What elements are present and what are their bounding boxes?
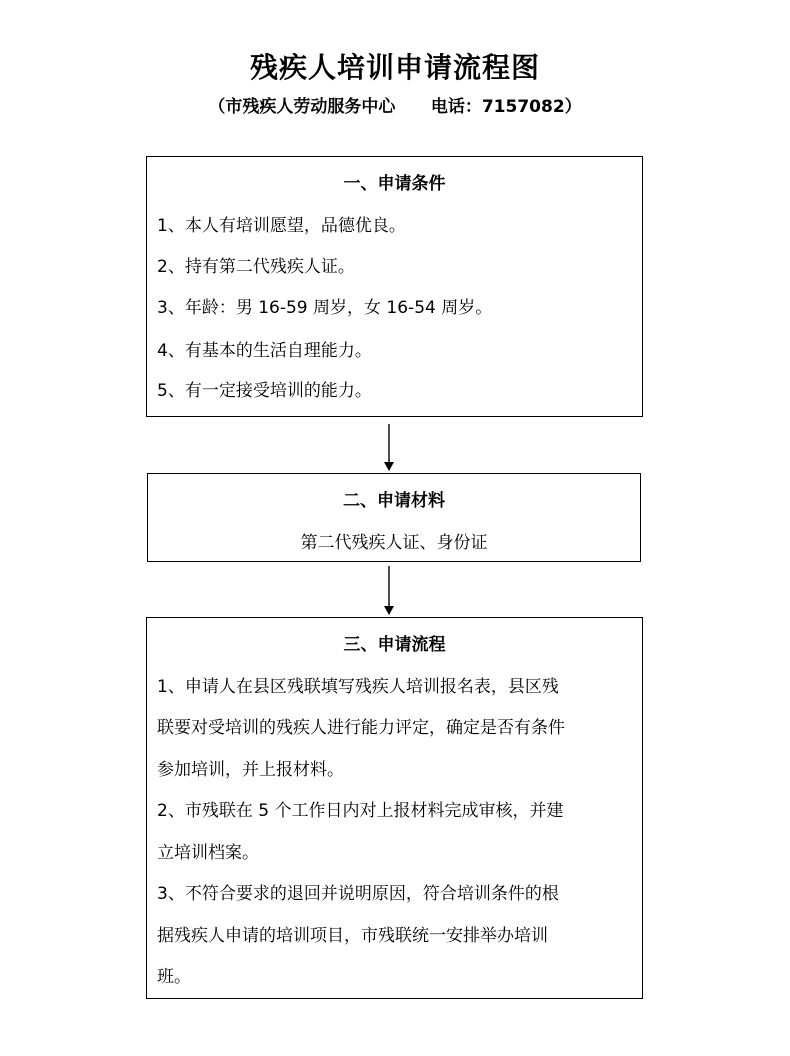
condition-item: 2、持有第二代残疾人证。 <box>157 257 355 277</box>
condition-item: 3、年龄：男 16-59 周岁，女 16-54 周岁。 <box>157 298 493 318</box>
process-text-line: 2、市残联在 5 个工作日内对上报材料完成审核，并建 <box>157 801 564 821</box>
condition-item: 5、有一定接受培训的能力。 <box>157 381 372 401</box>
application-process-box <box>146 617 643 999</box>
condition-item: 4、有基本的生活自理能力。 <box>157 341 372 361</box>
application-conditions-box <box>146 156 643 417</box>
section-heading: 二、申请材料 <box>343 491 445 511</box>
section-heading: 一、申请条件 <box>343 174 446 194</box>
process-text-line: 联要对受培训的残疾人进行能力评定，确定是否有条件 <box>157 718 565 738</box>
application-materials-box <box>147 473 641 562</box>
materials-text: 第二代残疾人证、身份证 <box>300 533 488 553</box>
page-title: 残疾人培训申请流程图 <box>249 51 540 84</box>
process-text-line: 班。 <box>157 967 191 987</box>
flow-arrow-down <box>383 424 395 472</box>
process-text-line: 参加培训，并上报材料。 <box>157 760 344 780</box>
condition-item: 1、本人有培训愿望，品德优良。 <box>157 216 406 236</box>
section-heading: 三、申请流程 <box>343 635 446 655</box>
process-text-line: 据残疾人申请的培训项目，市残联统一安排举办培训 <box>157 926 548 946</box>
process-text-line: 3、不符合要求的退回并说明原因，符合培训条件的根 <box>157 884 559 904</box>
page-subtitle: （市残疾人劳动服务中心 电话：7157082） <box>208 97 582 117</box>
process-text-line: 立培训档案。 <box>157 843 259 863</box>
flow-arrow-down <box>383 566 395 616</box>
process-text-line: 1、申请人在县区残联填写残疾人培训报名表，县区残 <box>157 677 559 697</box>
